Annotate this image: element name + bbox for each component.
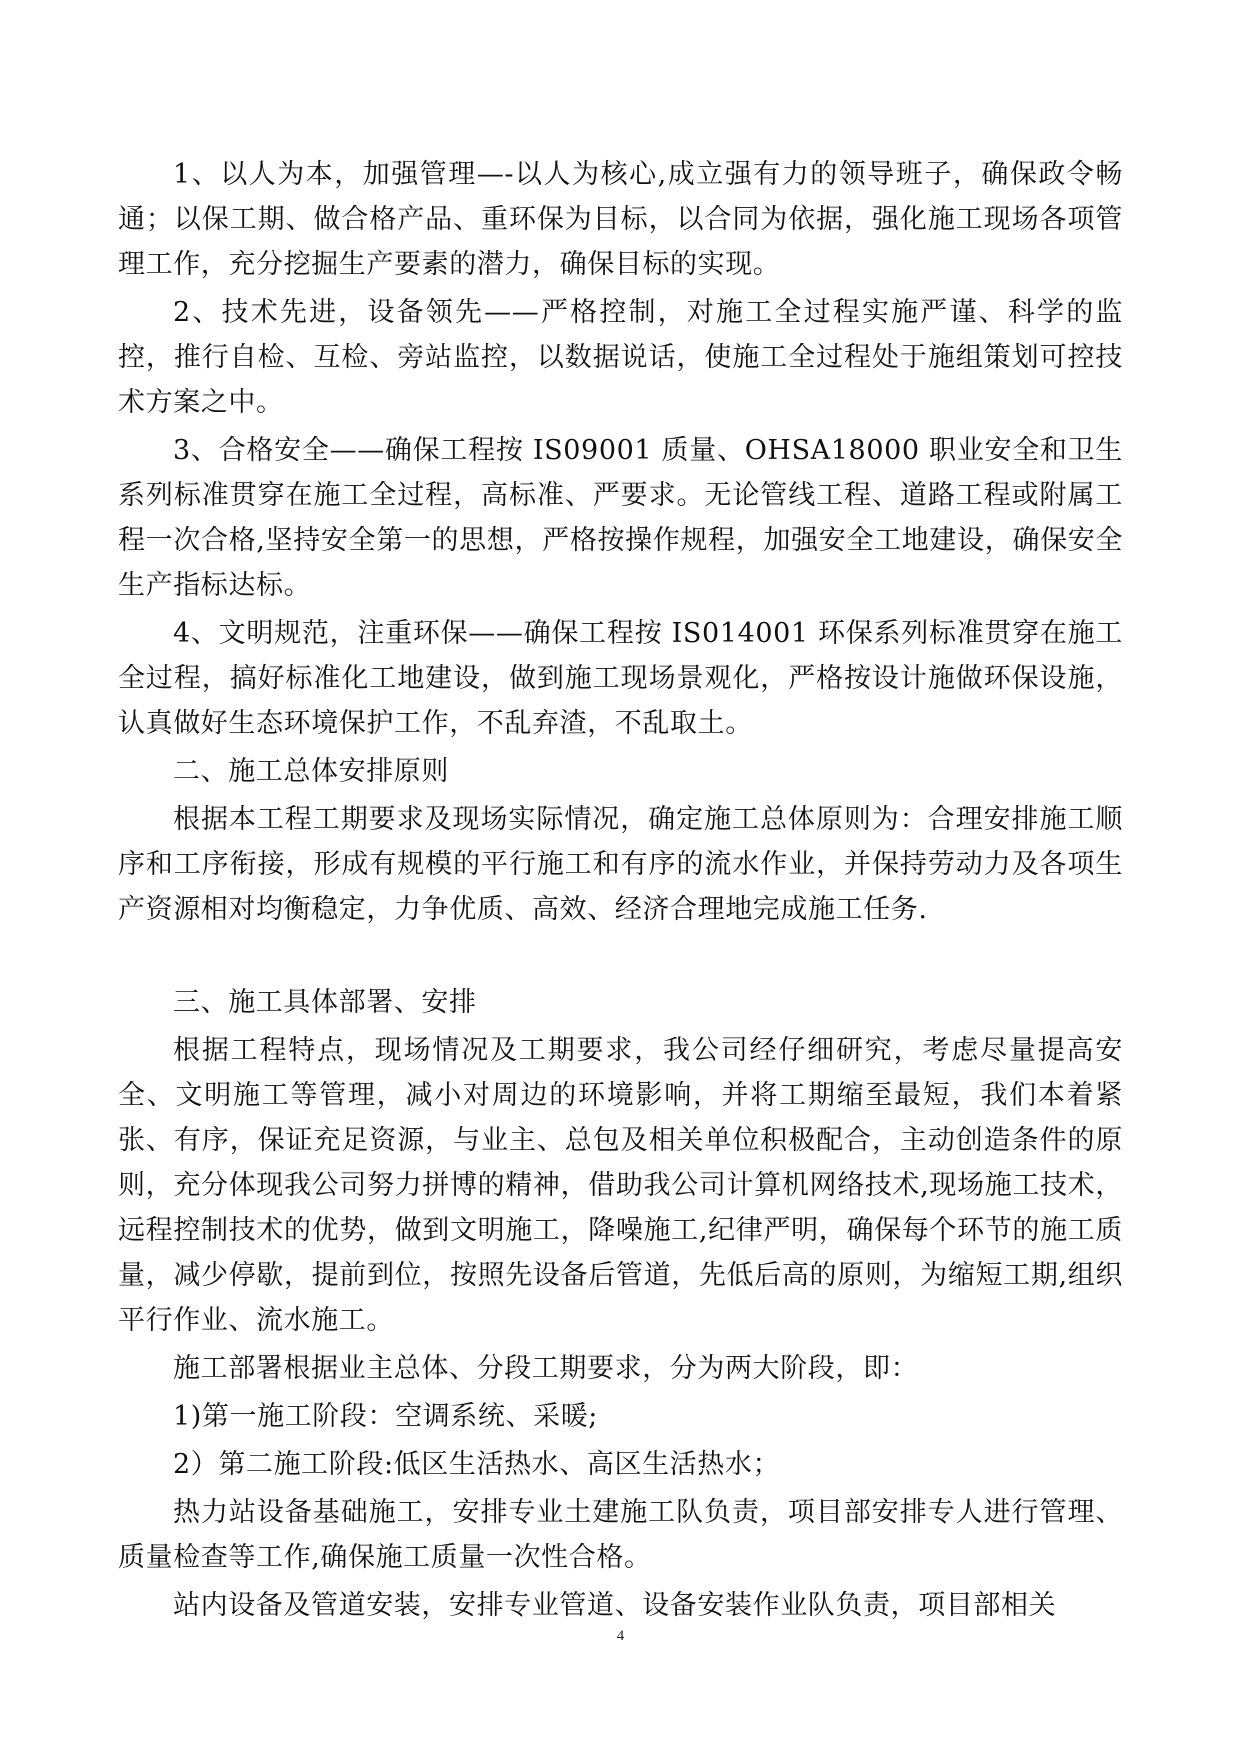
paragraph-stage-2: 2）第二施工阶段:低区生活热水、高区生活热水；: [173, 1449, 781, 1480]
paragraph-stages-intro: 施工部署根据业主总体、分段工期要求，分为两大阶段，即：: [173, 1353, 919, 1384]
paragraph-principle-2: 2、技术先进，设备领先——严格控制，对施工全过程实施严谨、科学的监控，推行自检、互检、旁站监控，以数据说话，使施工全过程处于施组策划可控技术方案之中。: [118, 297, 1123, 418]
paragraph-installation: 站内设备及管道安装，安排专业管道、设备安装作业队负责，项目部相关: [173, 1590, 1057, 1621]
paragraph-deployment: 根据工程特点，现场情况及工期要求，我公司经仔细研究，考虑尽量提高安全、文明施工等管理，减小对周边的环境影响，并将工期缩至最短，我们本着紧张、有序，保证充足资源，与业主、总包及相关单位积极配合，主动创造条件的原则，充分体现我公司努力拼博的精神，借助我公司计算机网络技术,现场施工技术，远程控制技术的优势，做到文明施工，降噪施工,纪律严明，确保每个环节的施工质量，减少停歇，提前到位，按照先设备后管道，先低后高的原则，为缩短工期,组织平行作业、流水施工。: [118, 1035, 1123, 1336]
paragraph-foundation: 热力站设备基础施工，安排专业土建施工队负责，项目部安排专人进行管理、质量检查等工作,确保施工质量一次性合格。: [118, 1497, 1123, 1573]
paragraph-principle-4: 4、文明规范，注重环保——确保工程按 IS014001 环保系列标准贯穿在施工全过程，搞好标准化工地建设，做到施工现场景观化，严格按设计施做环保设施，认真做好生态环境保护工作，不乱弃渣，不乱取土。: [118, 618, 1123, 739]
paragraph-overall-principle: 根据本工程工期要求及现场实际情况，确定施工总体原则为：合理安排施工顺序和工序衔接，形成有规模的平行施工和有序的流水作业，并保持劳动力及各项生产资源相对均衡稳定，力争优质、高效、经济合理地完成施工任务.: [118, 804, 1123, 925]
section-heading-3: 三、施工具体部署、安排: [173, 987, 477, 1018]
section-heading-2: 二、施工总体安排原则: [173, 756, 449, 787]
page-body: [118, 152, 1123, 1631]
paragraph-principle-1: 1、以人为本，加强管理—-以人为核心,成立强有力的领导班子，确保政令畅通；以保工期、做合格产品、重环保为目标，以合同为依据，强化施工现场各项管理工作，充分挖掘生产要素的潜力，确保目标的实现。: [118, 159, 1123, 280]
blank-line: [118, 935, 1123, 980]
paragraph-stage-1: 1)第一施工阶段：空调系统、采暖;: [173, 1401, 599, 1432]
paragraph-principle-3: 3、合格安全——确保工程按 IS09001 质量、OHSA18000 职业安全和卫生系列标准贯穿在施工全过程，高标准、严要求。无论管线工程、道路工程或附属工程一次合格,坚持安全第一的思想，严格按操作规程，加强安全工地建设，确保安全生产指标达标。: [118, 435, 1123, 601]
page-number: 4: [616, 1628, 625, 1644]
